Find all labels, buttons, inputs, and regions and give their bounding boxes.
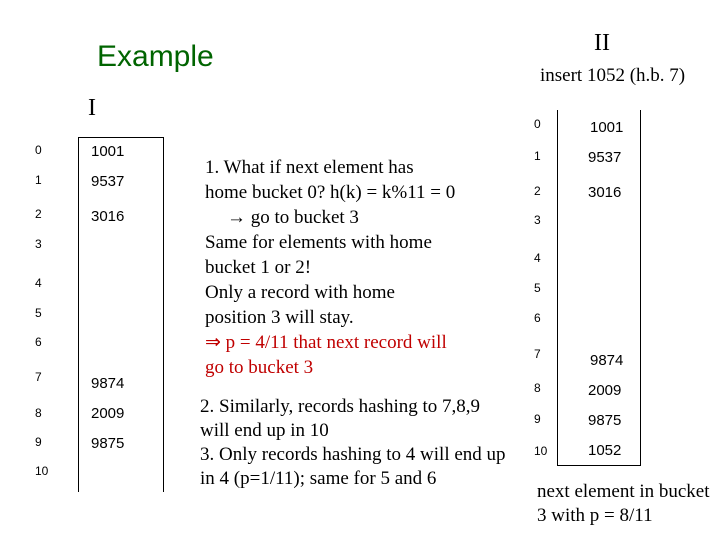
explanation-line: bucket 1 or 2!	[205, 257, 312, 278]
left-row-index: 4	[35, 276, 42, 290]
right-row-index: 2	[534, 184, 541, 198]
explanation-line: → go to bucket 3	[227, 207, 359, 228]
left-row-index: 3	[35, 237, 42, 251]
left-row-index: 5	[35, 306, 42, 320]
right-row-index: 1	[534, 149, 541, 163]
left-table-border-left	[78, 137, 79, 492]
left-row-index: 10	[35, 464, 49, 478]
note-line: 3. Only records hashing to 4 will end up	[200, 444, 506, 465]
left-row-value: 9874	[91, 375, 125, 392]
left-row-value: 9875	[91, 435, 125, 452]
right-table-border-bottom	[557, 465, 641, 466]
bottom-note-line: 3 with p = 8/11	[537, 505, 653, 526]
left-table-border-top	[78, 137, 164, 138]
left-row-value: 3016	[91, 208, 125, 225]
right-row-value: 3016	[588, 184, 622, 201]
left-table-border-right	[163, 137, 164, 492]
right-row-value: 9874	[590, 352, 624, 369]
right-row-index: 3	[534, 213, 541, 227]
right-row-value: 9875	[588, 412, 622, 429]
note-line: 2. Similarly, records hashing to 7,8,9	[200, 396, 481, 417]
right-row-value: 9537	[588, 149, 622, 166]
left-row-index: 1	[35, 173, 42, 187]
explanation-line: Same for elements with home	[205, 232, 432, 253]
explanation-line: Only a record with home	[205, 282, 395, 303]
right-table-border-left	[557, 110, 558, 465]
right-row-value: 1001	[590, 119, 624, 136]
note-line: will end up in 10	[200, 420, 329, 441]
right-row-index: 0	[534, 117, 541, 131]
left-row-value: 1001	[91, 143, 125, 160]
explanation-line: position 3 will stay.	[205, 307, 354, 328]
explanation-block	[205, 155, 455, 380]
right-row-index: 6	[534, 311, 541, 325]
explanation-text: home bucket 0?	[205, 182, 331, 203]
right-table-label: II	[594, 30, 610, 56]
left-row-index: 0	[35, 143, 42, 157]
right-table-border-right	[640, 110, 641, 465]
left-table-label: I	[88, 95, 96, 121]
explanation-line: 1. What if next element has	[205, 157, 414, 178]
bottom-note	[537, 480, 710, 528]
notes-block	[200, 395, 506, 491]
explanation-line	[205, 180, 455, 205]
hash-formula: h(k) = k%11 = 0	[330, 182, 456, 203]
right-row-value: 2009	[588, 382, 622, 399]
note-line: in 4 (p=1/11); same for 5 and 6	[200, 468, 437, 489]
right-row-index: 9	[534, 412, 541, 426]
right-row-index: 8	[534, 381, 541, 395]
left-row-index: 8	[35, 406, 42, 420]
slide-title: Example	[97, 40, 214, 73]
probability-line: ⇒ p = 4/11 that next record will	[205, 332, 447, 353]
left-row-value: 9537	[91, 173, 125, 190]
right-row-index: 10	[534, 444, 548, 458]
left-row-index: 7	[35, 370, 42, 384]
right-row-index: 4	[534, 251, 541, 265]
insert-label: insert 1052 (h.b. 7)	[540, 65, 686, 86]
bottom-note-line: next element in bucket	[537, 481, 710, 502]
probability-line: go to bucket 3	[205, 357, 314, 378]
left-row-index: 6	[35, 335, 42, 349]
left-row-value: 2009	[91, 405, 125, 422]
right-row-index: 5	[534, 281, 541, 295]
right-row-index: 7	[534, 347, 541, 361]
left-row-index: 2	[35, 207, 42, 221]
right-row-value: 1052	[588, 442, 622, 459]
left-row-index: 9	[35, 435, 42, 449]
